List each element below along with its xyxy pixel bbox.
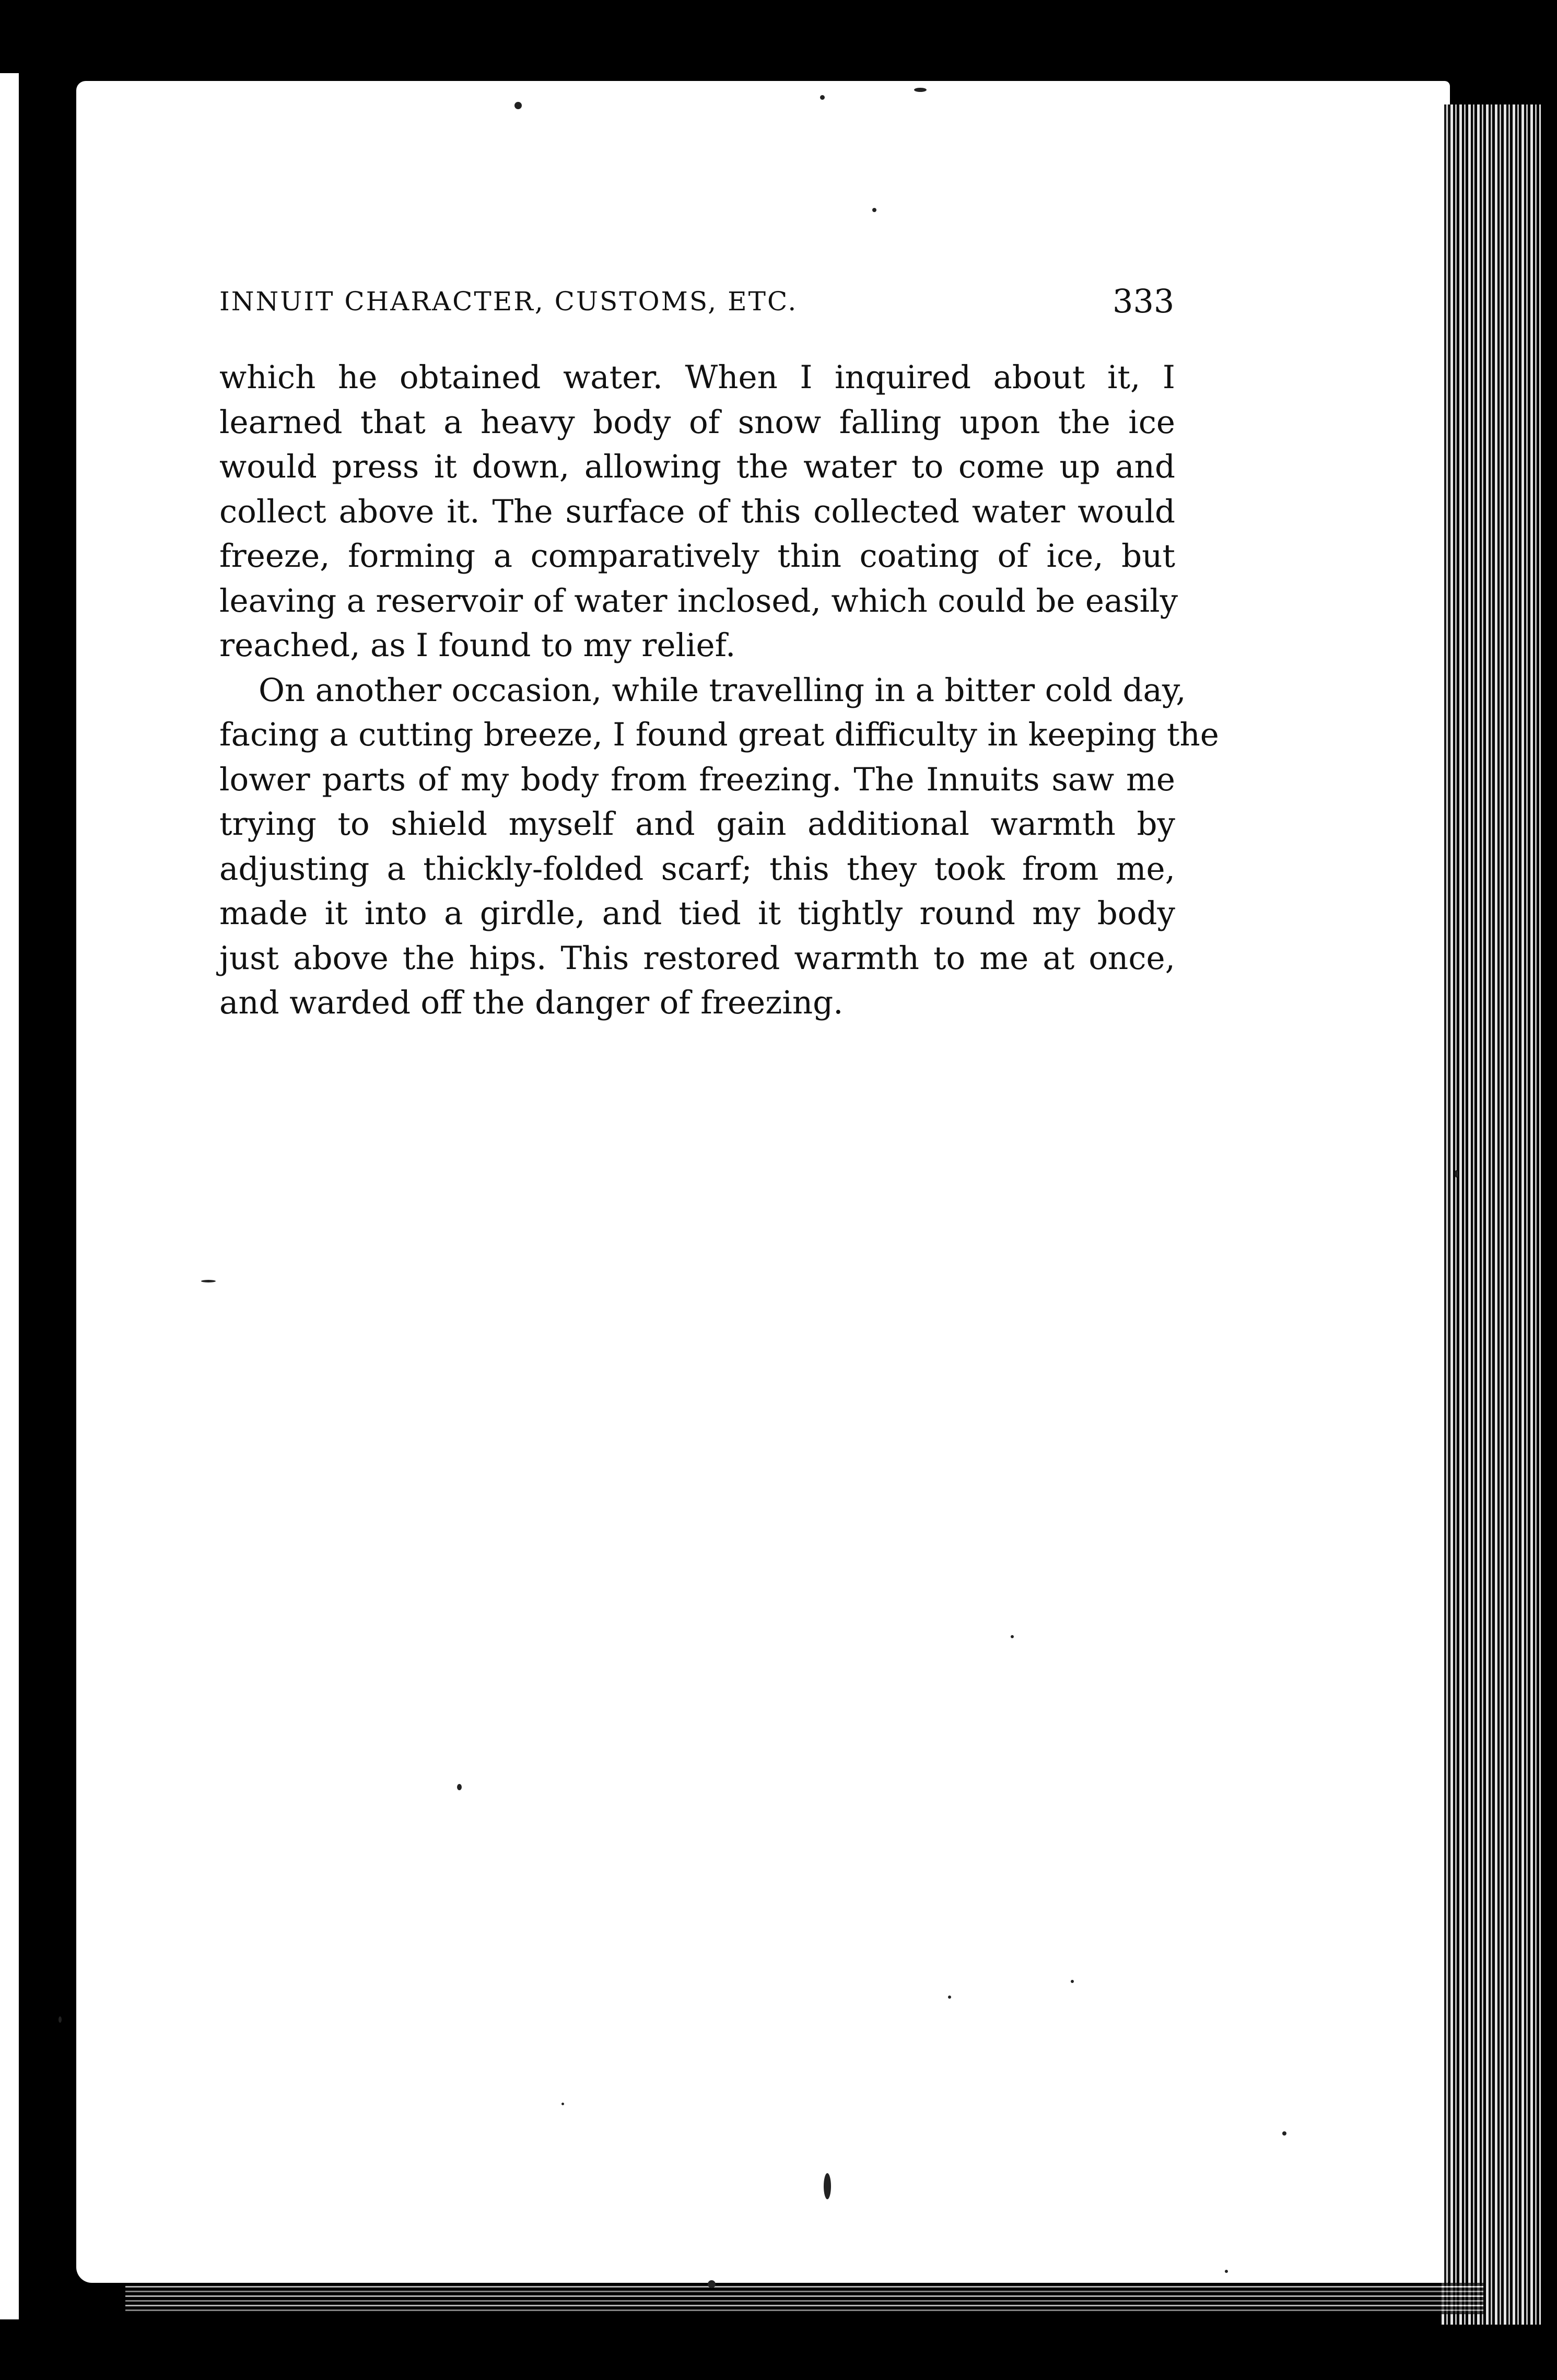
text-line: trying to shield myself and gain additional warmth by <box>219 806 1175 843</box>
text-line: made it into a girdle, and tied it tightly round my body <box>219 895 1175 932</box>
speck <box>1071 1980 1074 1983</box>
text-line: which he obtained water. When I inquired about it, I <box>219 359 1175 396</box>
speck <box>58 2016 62 2023</box>
speck <box>514 102 522 109</box>
speck <box>561 2103 564 2105</box>
speck <box>824 2173 831 2199</box>
text-line: would press it down, allowing the water to come up and <box>219 448 1175 485</box>
speck <box>1225 2270 1228 2273</box>
paragraph-1 <box>219 355 1178 668</box>
speck <box>201 1280 216 1282</box>
speck <box>1011 1635 1014 1638</box>
speck <box>872 208 876 212</box>
text-line: learned that a heavy body of snow falling upon the ice <box>219 403 1175 441</box>
speck <box>948 1996 951 1999</box>
text-line: adjusting a thickly-folded scarf; this they took from me, <box>219 850 1175 888</box>
speck <box>457 1784 462 1790</box>
speck <box>820 95 825 100</box>
adjacent-page-edge <box>0 73 19 2319</box>
text-line: facing a cutting breeze, I found great difficulty in keeping the <box>219 716 1219 753</box>
text-line: On another occasion, while travelling in a bitter cold day, <box>259 671 1186 709</box>
text-line: and warded off the danger of freezing. <box>219 984 844 1021</box>
speck <box>1282 2131 1286 2136</box>
text-line: leaving a reservoir of water inclosed, which could be easily <box>219 582 1178 620</box>
speck <box>914 88 927 92</box>
paragraph-2 <box>219 668 1219 1025</box>
speck <box>1455 1170 1458 1177</box>
running-head: INNUIT CHARACTER, CUSTOMS, ETC. <box>219 286 798 317</box>
text-line: just above the hips. This restored warmth to me at once, <box>219 939 1175 977</box>
text-line: collect above it. The surface of this collected water would <box>219 493 1175 530</box>
text-line: freeze, forming a comparatively thin coating of ice, but <box>219 538 1175 575</box>
page-stack-edge <box>1442 104 1541 2325</box>
page-number: 333 <box>1113 282 1175 320</box>
text-line: reached, as I found to my relief. <box>219 627 736 664</box>
page-bottom-edge <box>125 2283 1483 2314</box>
speck <box>708 2280 716 2288</box>
text-line: lower parts of my body from freezing. The Innuits saw me <box>219 761 1175 798</box>
body-text <box>219 355 1219 1025</box>
